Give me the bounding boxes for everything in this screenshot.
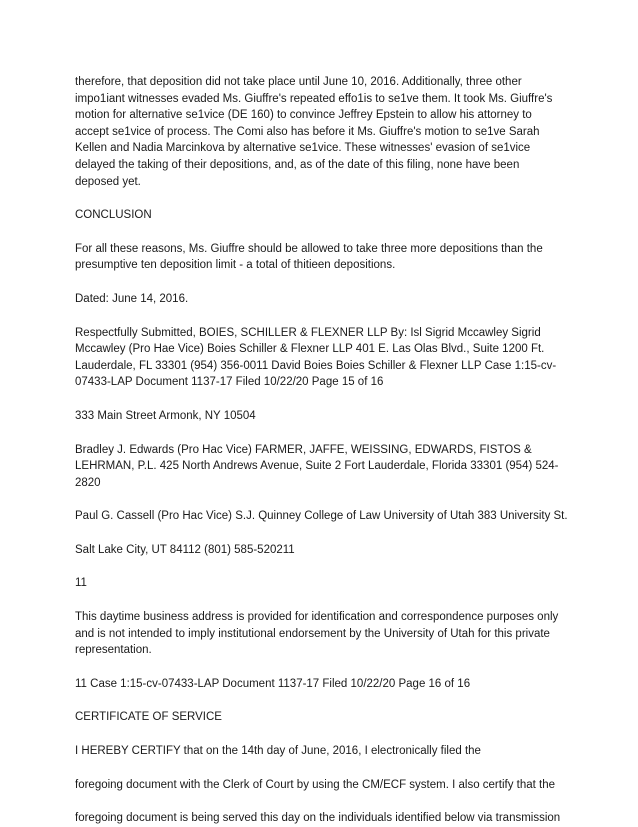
address-salt-lake: Salt Lake City, UT 84112 (801) 585-520211 <box>75 543 295 556</box>
heading-certificate-of-service: CERTIFICATE OF SERVICE <box>75 711 222 724</box>
paragraph-conclusion: For all these reasons, Ms. Giuffre should be allowed to take three more depositions than the presumptive ten deposition limit - a total of thitieen depositions. <box>75 242 543 272</box>
paragraph-depositions-evasion: therefore, that deposition did not take place until June 10, 2016. Additionally, three other impo1iant witnesses evaded Ms. Giuffre's repeated effo1is to se1ve them. It took Ms. Giuffre's motion for alternative se1vice (DE 160) to convince Jeffrey Epstein to allow his attorney to accept se1vice of process. The Comi also has before it Ms. Giuffre's motion to se1ve Sarah Kellen and Nadia Marcinkova by alternative se1vice. These witnesses' evasion of se1vice delayed the taking of their depositions, and, as of the date of this filing, none have been deposed yet. <box>75 76 553 188</box>
footnote-number: 11 <box>75 577 87 590</box>
signature-block: Respectfully Submitted, BOIES, SCHILLER & FLEXNER LLP By: Isl Sigrid Mccawley Sigrid Mccawley (Pro Hae Vice) Boies Schiller & Flexner LLP 401 E. Las Olas Blvd., Suite 1200 Ft. Lauderdale, FL 33301 (954) 356-0011 David Boies Boies Schiller & Flexner LLP Case 1:15-cv-07433-LAP Document 1137-17 Filed 10/22/20 Page 15 of 16 <box>75 326 557 389</box>
certificate-line-1: I HEREBY CERTIFY that on the 14th day of June, 2016, I electronically filed the <box>75 745 481 758</box>
address-armonk: 333 Main Street Armonk, NY 10504 <box>75 409 256 422</box>
heading-conclusion: CONCLUSION <box>75 209 152 222</box>
document-page <box>75 74 568 827</box>
certificate-line-3: foregoing document is being served this day on the individuals identified below via transmission <box>75 812 561 825</box>
counsel-cassell: Paul G. Cassell (Pro Hac Vice) S.J. Quinney College of Law University of Utah 383 University St. <box>75 510 568 523</box>
footnote-text: This daytime business address is provided for identification and correspondence purposes only and is not intended to imply institutional endorsement by the University of Utah for this private representation. <box>75 611 559 657</box>
page-footer-16: 11 Case 1:15-cv-07433-LAP Document 1137-17 Filed 10/22/20 Page 16 of 16 <box>75 677 471 690</box>
certificate-line-2: foregoing document with the Clerk of Court by using the CM/ECF system. I also certify that the <box>75 778 556 791</box>
counsel-edwards: Bradley J. Edwards (Pro Hac Vice) FARMER, JAFFE, WEISSING, EDWARDS, FISTOS & LEHRMAN, P.L. 425 North Andrews Avenue, Suite 2 Fort Lauderdale, Florida 33301 (954) 524-2820 <box>75 443 559 489</box>
dated-line: Dated: June 14, 2016. <box>75 292 189 305</box>
